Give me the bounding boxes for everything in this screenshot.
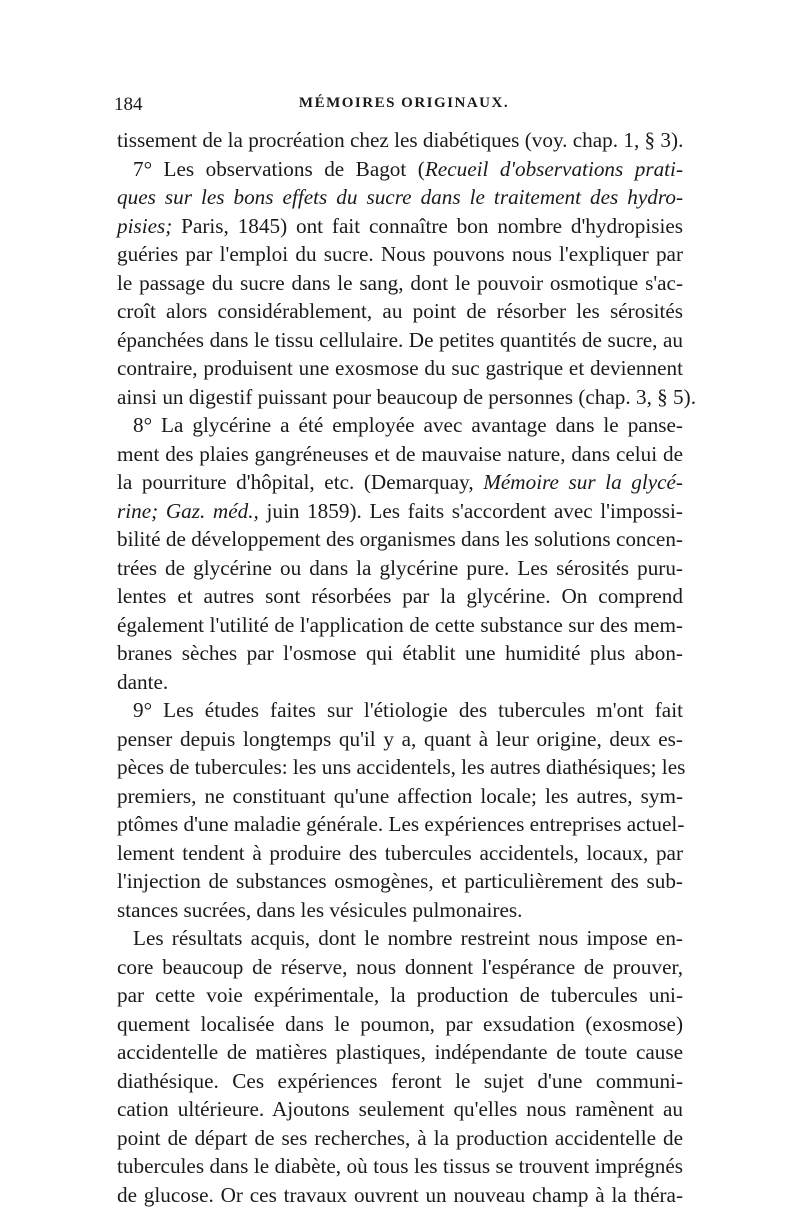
text-segment: l'injection de substances osmogènes, et particulièrement des sub- (117, 869, 683, 893)
text-line (117, 212, 683, 241)
text-segment: tubercules dans le diabète, où tous les tissus se trouvent imprégnés (117, 1154, 683, 1178)
text-line (117, 411, 683, 440)
body-text (117, 126, 696, 1209)
text-line (117, 1152, 683, 1181)
text-segment: lement tendent à produire des tubercules accidentels, locaux, par (117, 840, 683, 865)
text-line (117, 696, 683, 725)
italic-text-segment: Mémoire sur la glycé- (483, 470, 683, 494)
text-line (117, 668, 683, 697)
text-segment: guéries par l'emploi du sucre. Nous pouvons nous l'expliquer par (117, 242, 683, 266)
text-line (117, 1181, 683, 1210)
text-line (117, 611, 683, 640)
text-segment: branes sèches par l'osmose qui établit une humidité plus abon- (117, 641, 683, 665)
text-segment: diathésique. Ces expériences feront le sujet d'une communi- (117, 1068, 683, 1093)
text-line (117, 753, 686, 782)
text-line (117, 953, 683, 982)
text-line (117, 639, 683, 668)
text-segment: croît alors considérablement, au point de résorber les sérosités (117, 299, 683, 323)
text-segment: par cette voie expérimentale, la production de tubercules uni- (117, 983, 683, 1007)
text-segment: core beaucoup de réserve, nous donnent l'espérance de prouver, (117, 954, 683, 979)
text-line (117, 240, 683, 269)
text-line (117, 326, 683, 355)
text-line (117, 1010, 683, 1039)
text-segment: dante. (117, 669, 169, 694)
text-segment: lentes et autres sont résorbées par la glycérine. On comprend (117, 584, 683, 608)
text-line (117, 269, 683, 298)
text-line (117, 497, 683, 526)
text-segment: stances sucrées, dans les vésicules pulmonaires. (117, 897, 523, 922)
text-segment: 9° Les études faites sur l'étiologie des tubercules m'ont fait (133, 698, 683, 722)
text-line (117, 1095, 683, 1124)
text-line (117, 924, 683, 953)
text-segment: le passage du sucre dans le sang, dont le pouvoir osmotique s'ac- (117, 270, 683, 295)
italic-text-segment: Recueil d'observations prati- (424, 156, 684, 181)
italic-text-segment: pisies; (117, 213, 173, 238)
text-line (117, 440, 683, 469)
text-segment: accidentelle de matières plastiques, indépendante de toute cause (117, 1040, 683, 1064)
text-line (117, 383, 696, 412)
text-segment: point de départ de ses recherches, à la production accidentelle de (117, 1125, 683, 1150)
page-number: 184 (114, 94, 143, 115)
text-line (117, 554, 683, 583)
text-segment: Les résultats acquis, dont le nombre restreint nous impose en- (133, 926, 683, 950)
text-line (117, 725, 683, 754)
text-segment: premiers, ne constituant qu'une affection locale; les autres, sym- (117, 783, 683, 808)
text-segment: tissement de la procréation chez les diabétiques (voy. chap. 1, § 3). (117, 128, 684, 152)
text-segment: la pourriture d'hôpital, etc. (Demarquay, (117, 470, 484, 494)
text-line (117, 839, 683, 868)
text-line (117, 354, 683, 383)
text-line (117, 1067, 683, 1096)
running-title: MÉMOIRES ORIGINAUX. (298, 95, 510, 111)
text-line (117, 981, 683, 1010)
text-segment: ment des plaies gangréneuses et de mauvaise nature, dans celui de (117, 441, 683, 466)
text-line (117, 183, 683, 212)
text-line (117, 810, 683, 839)
text-segment: également l'utilité de l'application de cette substance sur des mem- (117, 612, 683, 637)
text-segment: épanchées dans le tissu cellulaire. De petites quantités de sucre, au (117, 327, 683, 352)
text-line (117, 126, 683, 155)
text-line (117, 582, 683, 611)
text-segment: juin 1859). Les faits s'accordent avec l'impossi- (258, 498, 683, 523)
text-line (117, 525, 683, 554)
text-segment: cation ultérieure. Ajoutons seulement qu'elles nous ramènent au (117, 1097, 683, 1121)
text-segment: 7° Les observations de Bagot ( (133, 156, 425, 181)
text-line (117, 1124, 683, 1153)
text-segment: penser depuis longtemps qu'il y a, quant à leur origine, deux es- (117, 726, 683, 751)
text-segment: ptômes d'une maladie générale. Les expériences entreprises actuel- (117, 812, 685, 836)
text-segment: quement localisée dans le poumon, par exsudation (exosmose) (117, 1011, 683, 1036)
text-segment: trées de glycérine ou dans la glycérine pure. Les sérosités puru- (117, 555, 683, 580)
page-header (114, 94, 694, 124)
text-line (117, 1038, 683, 1067)
text-line (117, 782, 683, 811)
italic-text-segment: ques sur les bons effets du sucre dans le traitement des hydro- (117, 185, 683, 209)
text-segment: Paris, 1845) ont fait connaître bon nombre d'hydropisies (172, 213, 683, 238)
text-line (117, 468, 683, 497)
text-line (117, 896, 683, 925)
text-segment: ainsi un digestif puissant pour beaucoup de personnes (chap. 3, § 5). (117, 384, 696, 409)
text-line (117, 155, 683, 184)
text-line (117, 867, 683, 896)
text-segment: de glucose. Or ces travaux ouvrent un nouveau champ à la théra- (117, 1182, 683, 1207)
text-segment: bilité de développement des organismes dans les solutions concen- (117, 527, 683, 551)
text-segment: contraire, produisent une exosmose du suc gastrique et deviennent (117, 356, 683, 380)
text-segment: 8° La glycérine a été employée avec avantage dans le panse- (133, 413, 683, 437)
italic-text-segment: rine; Gaz. méd., (117, 498, 259, 523)
text-segment: pèces de tubercules: les uns accidentels, les autres diathésiques; les (117, 755, 686, 779)
text-line (117, 297, 683, 326)
